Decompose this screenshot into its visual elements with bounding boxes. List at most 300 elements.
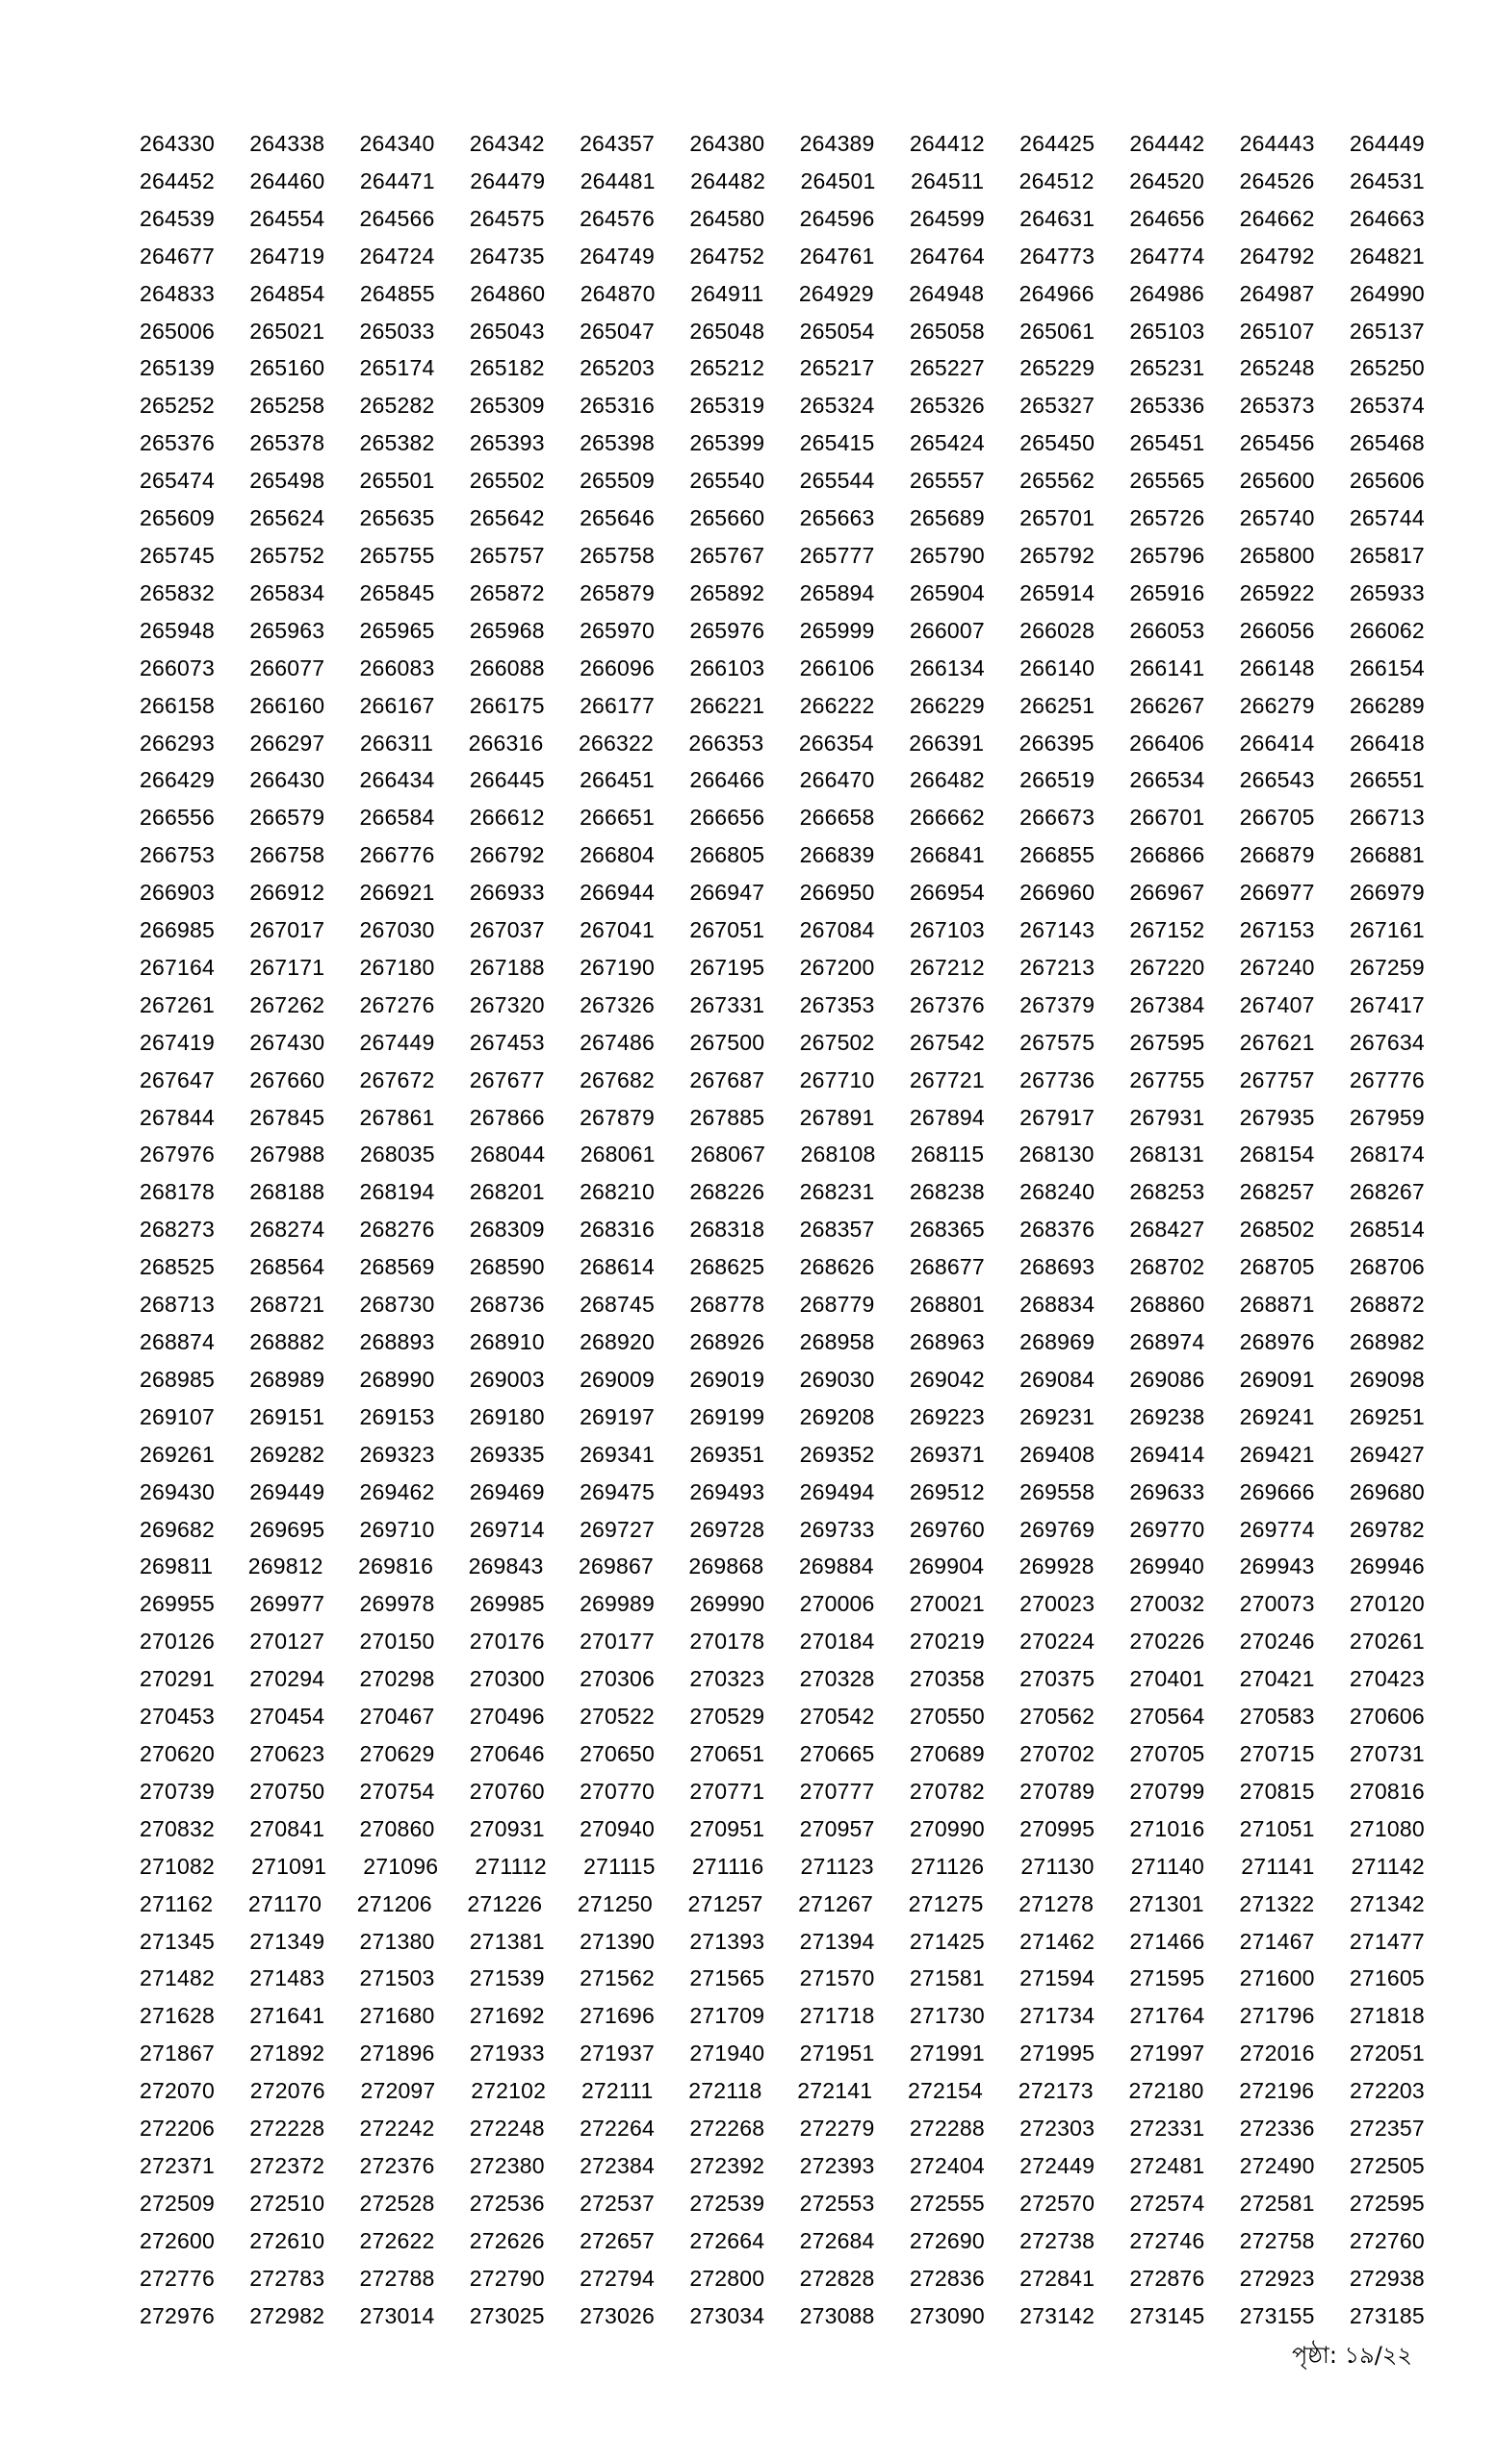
roll-number: 272509 — [140, 2190, 215, 2216]
roll-number: 272600 — [140, 2227, 215, 2253]
roll-number: 269408 — [1019, 1441, 1096, 1467]
roll-number: 272776 — [140, 2265, 215, 2291]
roll-number: 269238 — [1129, 1403, 1205, 1429]
roll-number: 269695 — [249, 1516, 325, 1542]
roll-number-row — [140, 687, 1425, 725]
roll-number: 264911 — [690, 280, 764, 306]
roll-number: 268201 — [469, 1179, 545, 1205]
roll-number: 268625 — [689, 1254, 765, 1280]
roll-number: 265624 — [249, 505, 325, 531]
roll-number-row — [140, 1923, 1425, 1961]
roll-number: 268253 — [1129, 1179, 1205, 1205]
roll-number: 267894 — [909, 1104, 985, 1130]
roll-number: 269427 — [1349, 1441, 1425, 1467]
roll-number: 265892 — [689, 579, 765, 605]
roll-number: 264764 — [909, 243, 985, 269]
roll-number: 272173 — [1018, 2078, 1094, 2104]
roll-number: 270583 — [1239, 1704, 1315, 1730]
roll-number-row — [140, 1997, 1425, 2035]
roll-number: 268590 — [469, 1254, 545, 1280]
roll-number: 269812 — [247, 1553, 323, 1579]
roll-number: 270705 — [1129, 1740, 1205, 1766]
roll-number: 264576 — [580, 205, 656, 231]
roll-number: 266353 — [688, 730, 764, 756]
roll-number: 270689 — [909, 1740, 985, 1766]
roll-number: 272203 — [1349, 2078, 1425, 2104]
roll-number: 265217 — [799, 355, 875, 381]
roll-number: 269003 — [469, 1366, 545, 1392]
roll-number: 264855 — [359, 280, 435, 306]
roll-number: 264338 — [249, 131, 325, 156]
roll-number: 272982 — [249, 2302, 325, 2328]
roll-number: 265968 — [469, 617, 545, 643]
roll-number: 271581 — [909, 1965, 985, 1991]
roll-number: 268713 — [140, 1292, 215, 1318]
roll-number: 270328 — [799, 1666, 875, 1692]
roll-number: 270562 — [1019, 1704, 1096, 1730]
roll-number: 266229 — [909, 692, 985, 718]
roll-number: 266053 — [1129, 617, 1205, 643]
roll-number: 271322 — [1239, 1890, 1315, 1916]
roll-number: 267353 — [799, 991, 875, 1017]
roll-number: 266651 — [580, 805, 656, 831]
roll-number: 267861 — [359, 1104, 435, 1130]
roll-number: 271381 — [469, 1928, 545, 1954]
roll-number: 267320 — [469, 991, 545, 1017]
roll-number: 266879 — [1239, 842, 1315, 868]
roll-number: 266979 — [1349, 880, 1425, 906]
roll-number: 269341 — [580, 1441, 656, 1467]
roll-number: 265450 — [1019, 430, 1096, 456]
roll-number-row — [140, 725, 1425, 762]
roll-number: 272449 — [1019, 2152, 1096, 2178]
roll-number: 265562 — [1019, 468, 1096, 494]
roll-number: 267143 — [1019, 917, 1096, 943]
roll-number: 265137 — [1349, 318, 1425, 344]
roll-number: 265800 — [1239, 542, 1315, 568]
roll-number: 265663 — [799, 505, 875, 531]
roll-number: 271796 — [1239, 2003, 1315, 2029]
roll-number: 271940 — [689, 2040, 765, 2066]
roll-number: 265914 — [1019, 579, 1096, 605]
roll-number: 267041 — [580, 917, 656, 943]
roll-number: 267261 — [140, 991, 215, 1017]
roll-number: 270021 — [909, 1591, 985, 1617]
roll-number-row — [140, 2110, 1425, 2147]
roll-number: 269251 — [1349, 1403, 1425, 1429]
roll-number: 264929 — [798, 280, 874, 306]
roll-number: 270323 — [689, 1666, 765, 1692]
roll-number: 266311 — [359, 730, 434, 756]
roll-number-row — [140, 1099, 1425, 1137]
roll-number: 271112 — [475, 1853, 547, 1879]
roll-number: 272505 — [1349, 2152, 1425, 2178]
roll-number: 271141 — [1241, 1853, 1315, 1879]
roll-number: 266839 — [799, 842, 875, 868]
roll-number: 266543 — [1239, 767, 1315, 793]
roll-number: 265502 — [469, 468, 545, 494]
roll-number: 265740 — [1239, 505, 1315, 531]
roll-number: 266141 — [1129, 654, 1205, 680]
roll-number: 270715 — [1239, 1740, 1315, 1766]
roll-number-row — [140, 650, 1425, 687]
roll-number: 269493 — [689, 1478, 765, 1504]
roll-number: 270564 — [1129, 1704, 1205, 1730]
roll-number: 268067 — [690, 1142, 766, 1168]
roll-number: 266160 — [249, 692, 325, 718]
roll-number: 265752 — [249, 542, 325, 568]
roll-number: 265319 — [689, 393, 765, 419]
roll-number: 271539 — [469, 1965, 545, 1991]
roll-number: 269494 — [799, 1478, 875, 1504]
roll-number: 265726 — [1129, 505, 1205, 531]
roll-number: 271991 — [909, 2040, 985, 2066]
roll-number: 271206 — [356, 1890, 432, 1916]
roll-number: 264735 — [469, 243, 545, 269]
roll-number: 264442 — [1129, 131, 1205, 156]
roll-number: 272404 — [909, 2152, 985, 2178]
roll-number: 272622 — [359, 2227, 435, 2253]
roll-number: 270496 — [469, 1704, 545, 1730]
roll-number: 269086 — [1129, 1366, 1205, 1392]
roll-number: 265660 — [689, 505, 765, 531]
roll-number: 269928 — [1019, 1553, 1095, 1579]
roll-number: 267376 — [909, 991, 985, 1017]
roll-number: 271595 — [1129, 1965, 1205, 1991]
roll-number: 265565 — [1129, 468, 1205, 494]
roll-number-row — [140, 2147, 1425, 2185]
roll-number: 266293 — [140, 730, 215, 756]
roll-number: 267500 — [689, 1029, 765, 1055]
roll-number: 271892 — [249, 2040, 325, 2066]
roll-number: 271130 — [1020, 1853, 1095, 1879]
roll-number: 270750 — [249, 1778, 325, 1804]
roll-number: 271503 — [359, 1965, 435, 1991]
roll-number: 264749 — [580, 243, 656, 269]
roll-number: 271565 — [689, 1965, 765, 1991]
roll-number: 267502 — [799, 1029, 875, 1055]
roll-number-row — [140, 2222, 1425, 2260]
roll-number: 270184 — [799, 1629, 875, 1655]
roll-number-row — [140, 1062, 1425, 1099]
roll-number: 268778 — [689, 1292, 765, 1318]
roll-number: 268035 — [359, 1142, 435, 1168]
roll-number: 264821 — [1349, 243, 1425, 269]
roll-number: 268910 — [469, 1329, 545, 1354]
roll-number: 265767 — [689, 542, 765, 568]
roll-number-row — [140, 836, 1425, 874]
roll-number: 271170 — [247, 1890, 322, 1916]
roll-number: 264501 — [800, 167, 876, 193]
roll-number: 271126 — [910, 1853, 985, 1879]
roll-number: 269816 — [358, 1553, 434, 1579]
roll-number: 270358 — [909, 1666, 985, 1692]
roll-number: 270246 — [1239, 1629, 1315, 1655]
roll-number: 272481 — [1129, 2152, 1205, 2178]
roll-number: 267672 — [359, 1066, 435, 1092]
roll-number: 270771 — [689, 1778, 765, 1804]
roll-number: 272196 — [1239, 2078, 1315, 2104]
roll-number: 266077 — [249, 654, 325, 680]
roll-number: 266841 — [909, 842, 985, 868]
roll-number: 267976 — [140, 1142, 215, 1168]
roll-number-row — [140, 2185, 1425, 2222]
roll-number: 265600 — [1239, 468, 1315, 494]
roll-number: 270529 — [689, 1704, 765, 1730]
roll-number-row — [140, 799, 1425, 836]
roll-number: 264479 — [470, 167, 546, 193]
roll-number: 271301 — [1128, 1890, 1204, 1916]
roll-number: 267417 — [1349, 991, 1425, 1017]
roll-number: 267885 — [689, 1104, 765, 1130]
roll-number: 270261 — [1349, 1629, 1425, 1655]
roll-number: 269414 — [1129, 1441, 1205, 1467]
roll-number: 264512 — [1019, 167, 1095, 193]
roll-number: 271226 — [467, 1890, 543, 1916]
roll-number: 270841 — [249, 1815, 325, 1841]
roll-number: 266758 — [249, 842, 325, 868]
roll-number: 265509 — [580, 468, 656, 494]
roll-number: 268274 — [249, 1217, 325, 1243]
roll-number-row — [140, 1248, 1425, 1286]
roll-number: 270126 — [140, 1629, 215, 1655]
roll-number: 268115 — [910, 1142, 985, 1168]
roll-number: 273014 — [359, 2302, 435, 2328]
roll-number-grid — [140, 125, 1425, 2334]
roll-number: 266007 — [909, 617, 985, 643]
roll-number: 264948 — [909, 280, 985, 306]
roll-number: 266985 — [140, 917, 215, 943]
roll-number-row — [140, 1286, 1425, 1323]
roll-number: 266297 — [249, 730, 325, 756]
roll-number: 264531 — [1349, 167, 1425, 193]
roll-number: 265378 — [249, 430, 325, 456]
roll-number: 266406 — [1129, 730, 1205, 756]
roll-number: 267575 — [1019, 1029, 1096, 1055]
roll-number: 272738 — [1019, 2227, 1096, 2253]
roll-number: 269371 — [909, 1441, 985, 1467]
roll-number: 271482 — [140, 1965, 215, 1991]
roll-number: 270453 — [140, 1704, 215, 1730]
roll-number: 268240 — [1019, 1179, 1096, 1205]
roll-number: 266977 — [1239, 880, 1315, 906]
roll-number: 272051 — [1349, 2040, 1425, 2066]
roll-number: 273088 — [799, 2302, 875, 2328]
roll-number: 269261 — [140, 1441, 215, 1467]
roll-number: 266134 — [909, 654, 985, 680]
roll-number: 265948 — [140, 617, 215, 643]
roll-number: 266148 — [1239, 654, 1315, 680]
roll-number: 264774 — [1129, 243, 1205, 269]
roll-number: 269940 — [1129, 1553, 1205, 1579]
roll-number: 267917 — [1019, 1104, 1096, 1130]
roll-number: 265894 — [799, 579, 875, 605]
roll-number: 266414 — [1239, 730, 1315, 756]
roll-number-row — [140, 275, 1425, 313]
roll-number: 268958 — [799, 1329, 875, 1354]
roll-number-row — [140, 1548, 1425, 1585]
roll-number: 268702 — [1129, 1254, 1205, 1280]
roll-number: 266753 — [140, 842, 215, 868]
roll-number: 264792 — [1239, 243, 1315, 269]
roll-number: 271937 — [580, 2040, 656, 2066]
roll-number: 269943 — [1239, 1553, 1315, 1579]
roll-number: 267161 — [1349, 917, 1425, 943]
roll-number: 270423 — [1349, 1666, 1425, 1692]
roll-number: 272154 — [908, 2078, 983, 2104]
roll-number: 269231 — [1019, 1403, 1096, 1429]
roll-number: 271709 — [689, 2003, 765, 2029]
roll-number: 271867 — [140, 2040, 215, 2066]
roll-number: 265231 — [1129, 355, 1205, 381]
roll-number: 269868 — [688, 1553, 764, 1579]
roll-number: 271718 — [799, 2003, 875, 2029]
roll-number: 272242 — [359, 2116, 435, 2142]
roll-number: 271570 — [799, 1965, 875, 1991]
roll-number: 264854 — [249, 280, 325, 306]
roll-number: 266903 — [140, 880, 215, 906]
roll-number: 268257 — [1239, 1179, 1315, 1205]
roll-number: 264987 — [1239, 280, 1315, 306]
roll-number: 268525 — [140, 1254, 215, 1280]
roll-number: 265103 — [1129, 318, 1205, 344]
roll-number: 265642 — [469, 505, 545, 531]
roll-number-row — [140, 1585, 1425, 1623]
roll-number: 272279 — [799, 2116, 875, 2142]
roll-number: 264833 — [140, 280, 215, 306]
roll-number: 266579 — [249, 805, 325, 831]
roll-number-row — [140, 2297, 1425, 2335]
roll-number: 270957 — [799, 1815, 875, 1841]
roll-number: 272610 — [249, 2227, 325, 2253]
roll-number: 269682 — [140, 1516, 215, 1542]
roll-number: 265744 — [1349, 505, 1425, 531]
roll-number: 272581 — [1239, 2190, 1315, 2216]
roll-number: 269990 — [689, 1591, 765, 1617]
roll-number: 271342 — [1349, 1890, 1425, 1916]
roll-number: 266805 — [689, 842, 765, 868]
roll-number: 269977 — [249, 1591, 325, 1617]
roll-number: 264389 — [799, 131, 875, 156]
roll-number: 272016 — [1239, 2040, 1315, 2066]
roll-number: 265399 — [689, 430, 765, 456]
roll-number: 269884 — [798, 1553, 874, 1579]
roll-number-row — [140, 1511, 1425, 1549]
roll-number: 266096 — [580, 654, 656, 680]
roll-number: 268174 — [1349, 1142, 1425, 1168]
roll-number: 265324 — [799, 393, 875, 419]
roll-number: 267866 — [469, 1104, 545, 1130]
roll-number: 267037 — [469, 917, 545, 943]
roll-number-row — [140, 313, 1425, 350]
roll-number: 269199 — [689, 1403, 765, 1429]
roll-number-row — [140, 987, 1425, 1024]
roll-number: 266612 — [469, 805, 545, 831]
roll-number: 267621 — [1239, 1029, 1315, 1055]
roll-number: 266466 — [689, 767, 765, 793]
roll-number: 268745 — [580, 1292, 656, 1318]
roll-number: 271562 — [580, 1965, 656, 1991]
roll-number: 264460 — [249, 167, 325, 193]
roll-number-row — [140, 1773, 1425, 1810]
roll-number: 268316 — [580, 1217, 656, 1243]
roll-number: 268801 — [909, 1292, 985, 1318]
roll-number: 267379 — [1019, 991, 1096, 1017]
roll-number: 270300 — [469, 1666, 545, 1692]
roll-number: 268514 — [1349, 1217, 1425, 1243]
roll-number: 264580 — [689, 205, 765, 231]
roll-number-row — [140, 537, 1425, 575]
roll-number: 272664 — [689, 2227, 765, 2253]
roll-number: 270731 — [1349, 1740, 1425, 1766]
roll-number: 271467 — [1239, 1928, 1315, 1954]
roll-number: 264662 — [1239, 205, 1315, 231]
roll-number: 265498 — [249, 468, 325, 494]
roll-number: 268226 — [689, 1179, 765, 1205]
roll-number: 266960 — [1019, 880, 1096, 906]
roll-number: 269282 — [249, 1441, 325, 1467]
roll-number: 268210 — [580, 1179, 656, 1205]
roll-number: 271349 — [249, 1928, 325, 1954]
roll-number: 270760 — [469, 1778, 545, 1804]
roll-number: 265916 — [1129, 579, 1205, 605]
roll-number: 268963 — [909, 1329, 985, 1354]
roll-number: 264575 — [469, 205, 545, 231]
roll-number: 271140 — [1130, 1853, 1205, 1879]
roll-number: 269180 — [469, 1403, 545, 1429]
roll-number: 272264 — [580, 2116, 656, 2142]
roll-number: 272180 — [1128, 2078, 1204, 2104]
roll-number: 272206 — [140, 2116, 215, 2142]
roll-number: 273034 — [689, 2302, 765, 2328]
roll-number: 264773 — [1019, 243, 1096, 269]
roll-number-row — [140, 1173, 1425, 1211]
roll-number: 268044 — [470, 1142, 546, 1168]
roll-number-row — [140, 349, 1425, 387]
roll-number: 270777 — [799, 1778, 875, 1804]
roll-number: 267755 — [1129, 1066, 1205, 1092]
roll-number: 272228 — [249, 2116, 325, 2142]
roll-number: 270702 — [1019, 1740, 1096, 1766]
roll-number: 265309 — [469, 393, 545, 419]
roll-number-row — [140, 1436, 1425, 1474]
roll-number: 271091 — [251, 1853, 327, 1879]
roll-number: 270006 — [799, 1591, 875, 1617]
roll-number: 267262 — [249, 991, 325, 1017]
roll-number: 267721 — [909, 1066, 985, 1092]
roll-number: 270860 — [359, 1815, 435, 1841]
roll-number-row — [140, 761, 1425, 799]
roll-number: 264752 — [689, 243, 765, 269]
roll-number: 264990 — [1349, 280, 1425, 306]
roll-number: 272790 — [469, 2265, 545, 2291]
roll-number: 269323 — [359, 1441, 435, 1467]
roll-number: 266056 — [1239, 617, 1315, 643]
roll-number: 267017 — [249, 917, 325, 943]
roll-number: 266967 — [1129, 880, 1205, 906]
roll-number: 270306 — [580, 1666, 656, 1692]
roll-number: 266028 — [1019, 617, 1096, 643]
roll-number: 268693 — [1019, 1254, 1096, 1280]
roll-number: 265689 — [909, 505, 985, 531]
roll-number: 266944 — [580, 880, 656, 906]
roll-number: 272684 — [799, 2227, 875, 2253]
roll-number: 266705 — [1239, 805, 1315, 831]
roll-number: 266429 — [140, 767, 215, 793]
roll-number: 264412 — [909, 131, 985, 156]
roll-number: 266658 — [799, 805, 875, 831]
roll-number: 264443 — [1239, 131, 1315, 156]
